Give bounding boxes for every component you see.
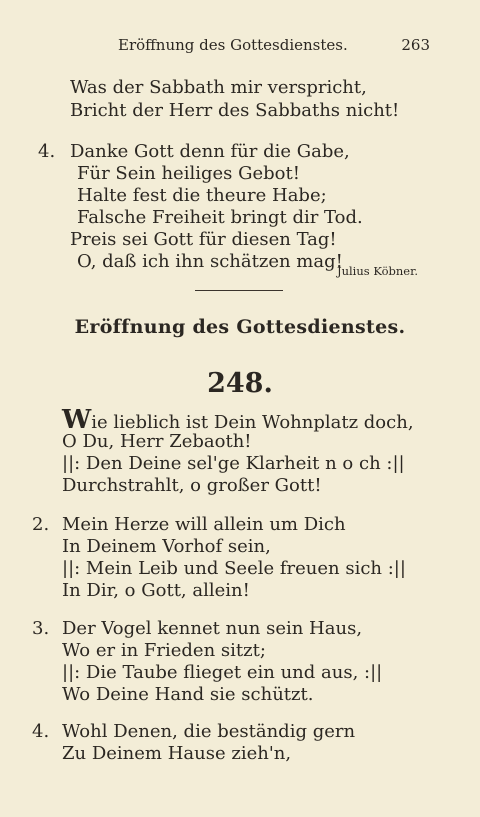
verse-line: Durchstrahlt, o großer Gott! — [62, 475, 322, 496]
verse-line: Preis sei Gott für diesen Tag! — [70, 229, 337, 250]
verse-line: Was der Sabbath mir verspricht, — [70, 77, 367, 98]
verse-line-text: ie lieblich ist Dein Wohnplatz doch, — [91, 412, 414, 433]
verse-line: O, daß ich ihn schätzen mag! — [77, 251, 343, 272]
verse-line: O Du, Herr Zebaoth! — [62, 431, 252, 452]
verse-line: In Deinem Vorhof sein, — [62, 536, 271, 557]
page-number: 263 — [401, 36, 430, 54]
section-heading: Eröffnung des Gottesdienstes. — [74, 316, 406, 338]
verse-line: Wo er in Frieden sitzt; — [62, 640, 266, 661]
section-divider — [195, 290, 283, 291]
verse-line: Danke Gott denn für die Gabe, — [70, 141, 350, 162]
verse-line: In Dir, o Gott, allein! — [62, 580, 250, 601]
drop-cap: W — [62, 405, 92, 435]
stanza-number: 3. — [32, 618, 50, 639]
verse-line: ||: Die Taube flieget ein und aus, :|| — [62, 662, 383, 683]
verse-line: Wo Deine Hand sie schützt. — [62, 684, 314, 705]
author-credit: Julius Köbner. — [336, 264, 418, 278]
verse-line: Mein Herze will allein um Dich — [62, 514, 346, 535]
verse-line: Wohl Denen, die beständig gern — [62, 721, 356, 742]
verse-line: Bricht der Herr des Sabbaths nicht! — [70, 100, 400, 121]
verse-line: Zu Deinem Hause zieh'n, — [62, 743, 292, 764]
verse-line: ||: Den Deine sel'ge Klarheit n o ch :|| — [62, 453, 405, 474]
verse-line: Falsche Freiheit bringt dir Tod. — [77, 207, 363, 228]
verse-line: Der Vogel kennet nun sein Haus, — [62, 618, 363, 639]
page-header — [0, 36, 480, 58]
stanza-number: 4. — [38, 141, 56, 162]
stanza-number: 2. — [32, 514, 50, 535]
verse-line: ||: Mein Leib und Seele freuen sich :|| — [62, 558, 406, 579]
verse-line: Halte fest die theure Habe; — [77, 185, 327, 206]
stanza-number: 4. — [32, 721, 50, 742]
verse-line: Für Sein heiliges Gebot! — [77, 163, 300, 184]
running-title: Eröffnung des Gottesdienstes. — [118, 36, 348, 54]
hymn-number: 248. — [207, 368, 273, 399]
